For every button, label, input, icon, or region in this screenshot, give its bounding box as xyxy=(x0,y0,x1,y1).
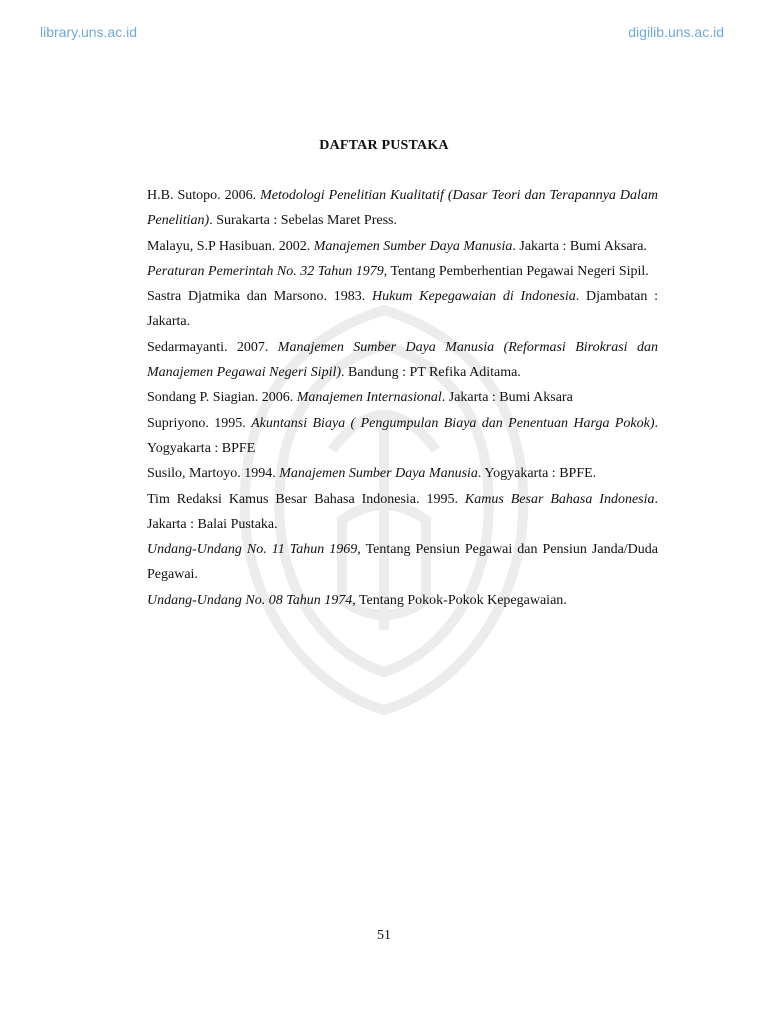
reference-text: Sedarmayanti. 2007. xyxy=(147,339,278,355)
reference-text: Sastra Djatmika dan Marsono. 1983. xyxy=(147,289,372,305)
reference-title: Peraturan Pemerintah No. 32 Tahun 1979 xyxy=(147,263,384,279)
reference-text: Susilo, Martoyo. 1994. xyxy=(147,466,280,482)
reference-entry xyxy=(147,335,658,386)
reference-title: Manajemen Sumber Daya Manusia xyxy=(279,466,478,482)
reference-text: . Djambatan : Jakarta. xyxy=(147,289,659,330)
reference-text: Supriyono. 1995. xyxy=(147,415,252,431)
reference-title: Hukum Kepegawaian di Indonesia xyxy=(371,289,576,305)
reference-title: Undang-Undang No. 08 Tahun 1974 xyxy=(147,592,353,608)
reference-title: Akuntansi Biaya ( Pengumpulan Biaya dan Penentuan Harga Pokok) xyxy=(251,415,655,431)
reference-text: . Bandung : PT Refika Aditama. xyxy=(341,365,521,381)
reference-text: . Jakarta : Bumi Aksara. xyxy=(512,238,647,254)
reference-title: Kamus Besar Bahasa Indonesia xyxy=(464,491,655,507)
reference-title: Manajemen Internasional xyxy=(296,390,442,406)
page-number: 51 xyxy=(377,928,391,943)
reference-entry xyxy=(147,234,658,259)
reference-entry xyxy=(147,487,658,538)
reference-entry xyxy=(147,461,658,486)
reference-text: , Tentang Pensiun Pegawai dan Pensiun Janda/Duda Pegawai. xyxy=(147,542,659,583)
reference-text: , Tentang Pemberhentian Pegawai Negeri Sipil. xyxy=(383,263,649,279)
reference-title: Manajemen Sumber Daya Manusia (Reformasi Birokrasi dan Manajemen Pegawai Negeri Sipil) xyxy=(147,339,658,381)
reference-text: , Tentang Pokok-Pokok Kepegawaian. xyxy=(352,592,567,608)
header-link-library[interactable]: library.uns.ac.id xyxy=(40,24,138,40)
reference-text: Sondang P. Siagian. 2006. xyxy=(147,390,297,406)
reference-entry xyxy=(147,284,658,335)
reference-text: . Jakarta : Balai Pustaka. xyxy=(147,491,658,532)
reference-title: Metodologi Penelitian Kualitatif (Dasar Teori dan Terapannya Dalam Penelitian) xyxy=(147,188,659,229)
reference-entry xyxy=(147,385,658,410)
header-link-digilib[interactable]: digilib.uns.ac.id xyxy=(628,24,724,40)
reference-text: . Yogyakarta : BPFE. xyxy=(477,466,597,482)
reference-text: Tim Redaksi Kamus Besar Bahasa Indonesia. 1995. xyxy=(147,491,465,507)
page-title: DAFTAR PUSTAKA xyxy=(319,138,449,153)
reference-entry xyxy=(147,588,658,613)
reference-entry xyxy=(147,537,658,588)
reference-entry xyxy=(147,411,658,462)
reference-entry xyxy=(147,259,658,284)
reference-list xyxy=(147,183,658,613)
reference-text: H.B. Sutopo. 2006. xyxy=(147,188,261,203)
reference-text: . Yogyakarta : BPFE xyxy=(147,415,659,456)
reference-title: Undang-Undang No. 11 Tahun 1969 xyxy=(147,542,358,558)
reference-entry xyxy=(147,183,658,234)
reference-text: . Surakarta : Sebelas Maret Press. xyxy=(209,213,397,229)
reference-title: Manajemen Sumber Daya Manusia xyxy=(313,238,513,254)
reference-text: . Jakarta : Bumi Aksara xyxy=(441,390,573,406)
reference-text: Malayu, S.P Hasibuan. 2002. xyxy=(147,238,314,254)
